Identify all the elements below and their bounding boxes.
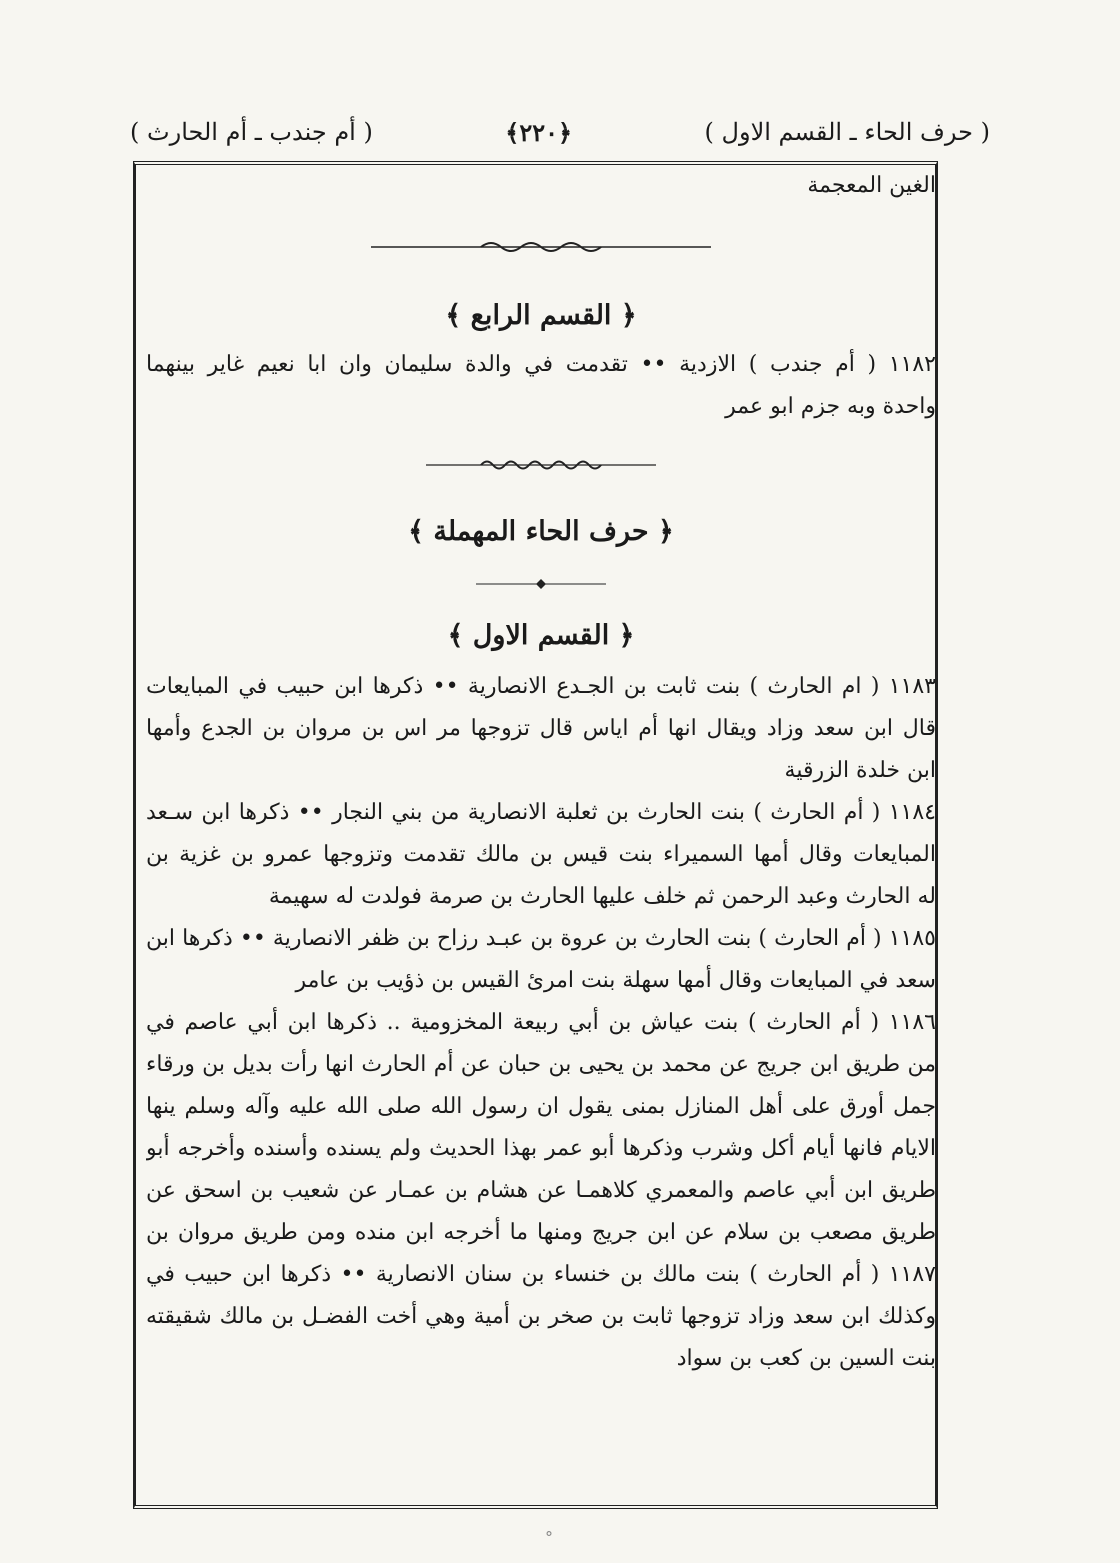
entry-1187-line-3: بنت السين بن كعب بن سواد: [676, 1346, 936, 1371]
entry-1185-line-2: سعد في المبايعات وقال أمها سهلة بنت امرئ القيس بن ذؤيب بن عامر: [295, 968, 936, 993]
footer-mark: °: [545, 1528, 553, 1547]
ornament-2-svg: [421, 455, 661, 475]
entry-1186-line-6: طريق مصعب بن سلام عن ابن جريج ومنها ما أخرجه ابن منده ومن طريق مروان بن: [146, 1220, 936, 1245]
entry-1183-line-3: ابن خلدة الزرقية: [784, 758, 936, 783]
entry-1186-line-4: الايام فانها أيام أكل وشرب وذكرها أبو عمر بهذا الحديث ولم يسنده وأسنده وأخرجه أبو: [146, 1136, 936, 1161]
entry-1182-line-1: ١١٨٢ ( أم جندب ) الازدية •• تقدمت في والدة سليمان وان ابا نعيم غاير بينهما: [146, 352, 936, 377]
entry-1184-line-1: ١١٨٤ ( أم الحارث ) بنت الحارث بن ثعلبة الانصارية من بني النجار •• ذكرها ابن سـعد: [146, 800, 936, 825]
entry-1187-line-2: وكذلك ابن سعد وزاد تزوجها ثابت بن صخر بن أمية وهي أخت الفضـل بن مالك شقيقته: [146, 1304, 936, 1329]
entry-1184: [146, 792, 936, 918]
entry-1185: [146, 918, 936, 1002]
letter-heading: ﴿ حرف الحاء المهملة ﴾: [408, 516, 674, 547]
entry-1183-line-1: ١١٨٣ ( ام الحارث ) بنت ثابت بن الجـدع الانصارية •• ذكرها ابن حبيب في المبايعات: [146, 674, 936, 699]
entry-1183-line-2: قال ابن سعد وزاد ويقال انها أم اياس قال تزوجها مر اس بن مروان بن الجدع وأمها: [146, 716, 936, 741]
entry-1184-line-2: المبايعات وقال أمها السميراء بنت قيس بن مالك تقدمت وتزوجها عمرو بن غزية بن: [146, 842, 936, 867]
entry-1187: [146, 1254, 936, 1380]
ornament-1: [146, 206, 936, 288]
entry-1186-line-2: من طريق ابن جريج عن محمد بن يحيى بن حبان عن أم الحارث انها رأت بديل بن ورقاء: [146, 1052, 936, 1077]
ornament-2: [146, 428, 936, 502]
continuation-line: الغين المعجمة: [807, 173, 936, 198]
entry-1186-line-5: طريق ابن أبي عاصم والمعمري كلاهمـا عن هشام بن عمـار عن شعيب بن اسحق عن: [146, 1178, 936, 1203]
page-number: ﴿٢٢٠﴾: [505, 117, 573, 147]
entry-1185-line-1: ١١٨٥ ( أم الحارث ) بنت الحارث بن عروة بن عبـد رزاح بن ظفر الانصارية •• ذكرها ابن: [146, 926, 936, 951]
ornament-3: [146, 562, 936, 606]
page-content: [146, 166, 936, 1380]
running-header: [130, 112, 990, 152]
entry-1182-line-2: واحدة وبه جزم ابو عمر: [725, 394, 936, 419]
section4-heading: ﴿ القسم الرابع ﴾: [445, 300, 637, 331]
entry-1186-line-1: ١١٨٦ ( أم الحارث ) بنت عياش بن أبي ربيعة المخزومية .. ذكرها ابن أبي عاصم في: [146, 1010, 936, 1035]
entry-1184-line-3: له الحارث وعبد الرحمن ثم خلف عليها الحارث بن صرمة فولدت له سهيمة: [268, 884, 936, 909]
entry-1187-line-1: ١١٨٧ ( أم الحارث ) بنت مالك بن خنساء بن سنان الانصارية •• ذكرها ابن حبيب في: [146, 1262, 936, 1287]
entry-1186-line-3: جمل أورق على أهل المنازل بمنى يقول ان رسول الله صلى الله عليه وآله وسلم ينها: [146, 1094, 936, 1119]
entry-1186: [146, 1002, 936, 1254]
header-right: ( حرف الحاء ـ القسم الاول ): [704, 118, 990, 146]
section1-heading: ﴿ القسم الاول ﴾: [447, 620, 635, 651]
ornament-1-svg: [361, 237, 721, 257]
entry-1183: [146, 666, 936, 792]
entry-1182: [146, 344, 936, 428]
ornament-3-svg: [471, 577, 611, 591]
header-left: ( أم جندب ـ أم الحارث ): [130, 118, 373, 146]
